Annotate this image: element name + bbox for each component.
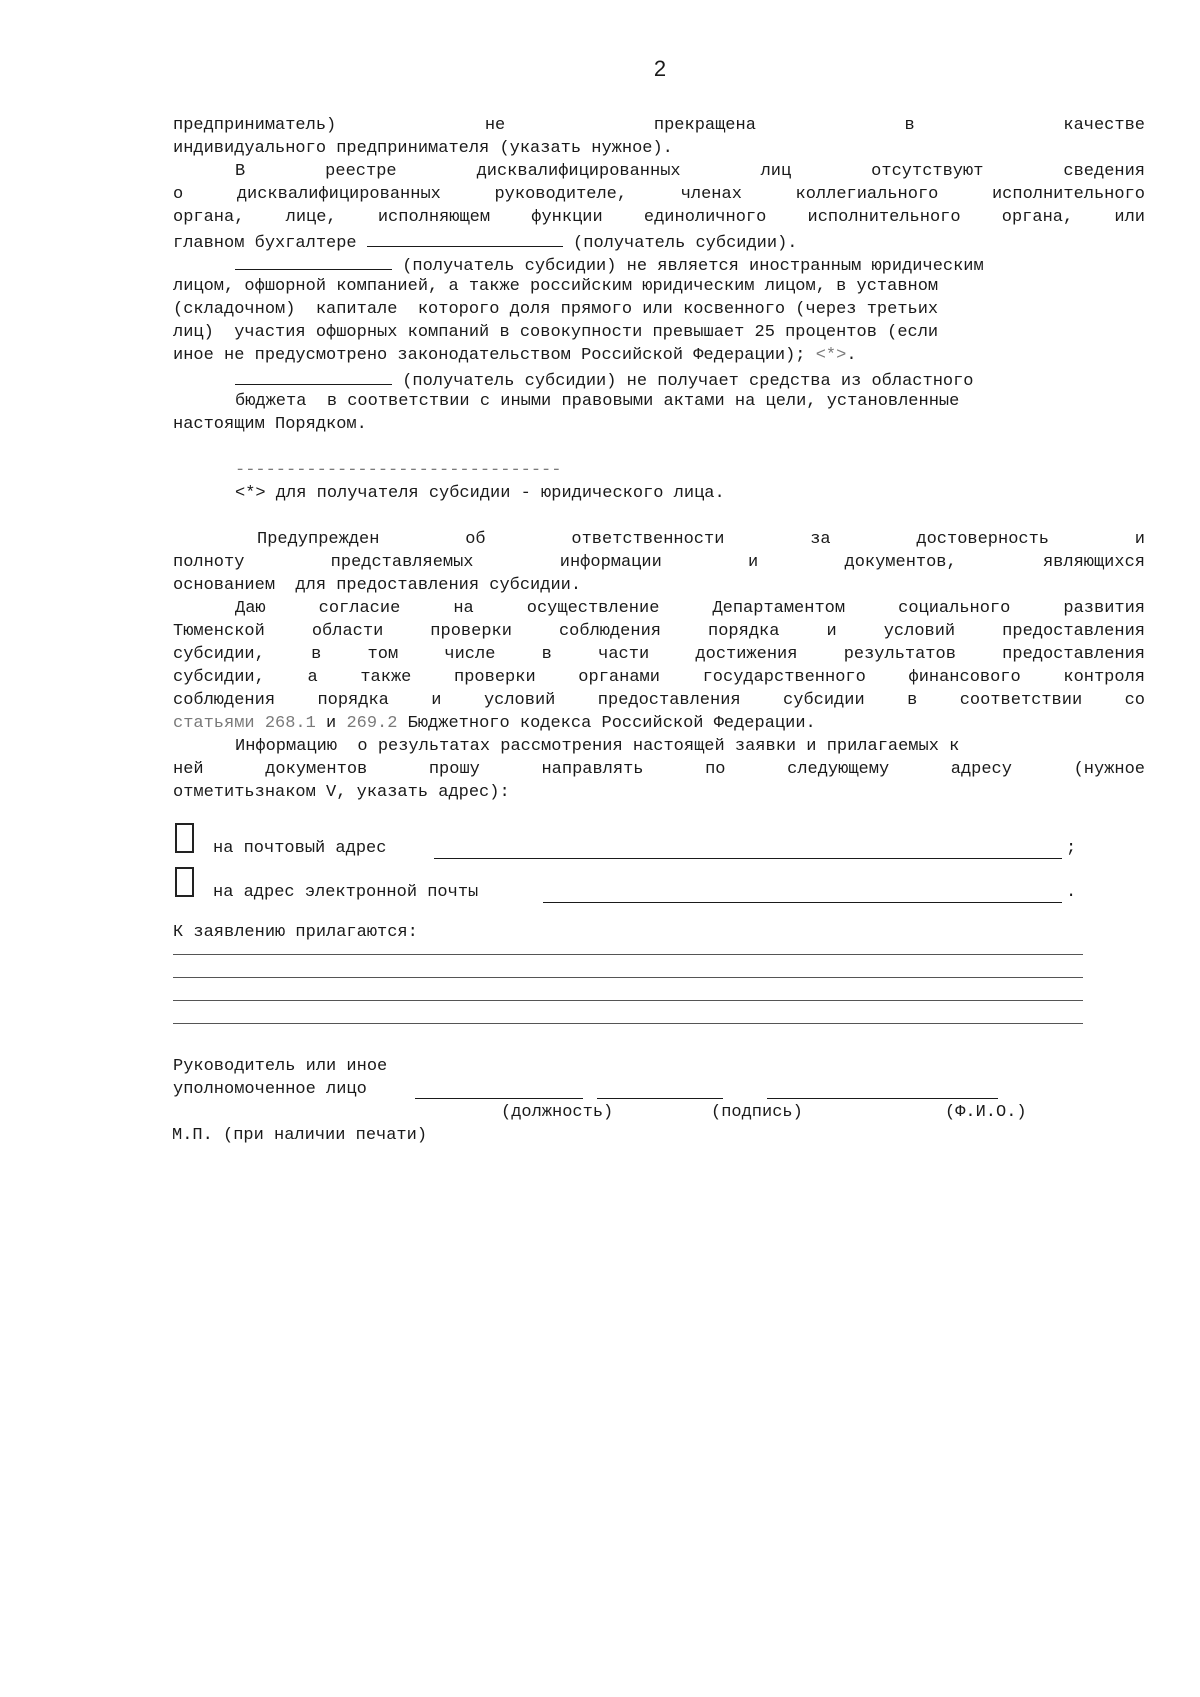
budget-line-1 [173,367,1145,390]
full-name-field[interactable] [767,1098,998,1099]
foreign-suffix: (получатель субсидии) не является иностранным юридическим [402,257,984,275]
disq-line-4 [173,229,1145,252]
warned-line-2: полноту представляемых информации и документов, являющихся [173,553,1145,572]
footnote-text: <*> для получателя субсидии - юридического лица. [235,484,725,503]
budget-line-2: бюджета в соответствии с иными правовыми актами на цели, установленные [235,392,960,411]
postal-option [173,823,1145,867]
email-option [173,867,1145,911]
info-line-2: ней документов прошу направлять по следующему адресу (нужное [173,760,1145,779]
info-line-1: Информацию о результатах рассмотрения настоящей заявки и прилагаемых к [235,737,960,756]
foreign-line-1 [173,252,1145,275]
attachment-line-4[interactable] [173,1001,1083,1024]
consent-line-3: субсидии, в том числе в части достижения результатов предоставления [173,645,1145,664]
consent-line-2: Тюменской области проверки соблюдения порядка и условий предоставления [173,622,1145,641]
consent-rest: Бюджетного кодекса Российской Федерации. [397,714,816,733]
postal-address-field[interactable] [434,858,1062,859]
disq-line-1: В реестре дисквалифицированных лиц отсутствуют сведения [235,162,1145,181]
consent-line-6 [173,712,1145,735]
attachment-line-2[interactable] [173,955,1083,978]
signature-line-1: Руководитель или иное [173,1057,388,1076]
disq-line-3: органа, лице, исполняющем функции единоличного исполнительного органа, или [173,208,1145,227]
email-end: . [1066,883,1077,902]
attachment-line-3[interactable] [173,978,1083,1001]
name-caption: (Ф.И.О.) [945,1103,1027,1122]
budget-suffix: (получатель субсидии) не получает средства из областного [402,372,974,390]
budget-code-link-268[interactable]: статьями 268.1 [173,714,316,733]
warned-line-1: Предупрежден об ответственности за достоверность и [257,530,1145,549]
foreign-line-5 [173,344,1145,367]
position-field[interactable] [415,1098,583,1099]
seal-note: М.П. (при наличии печати) [172,1126,428,1145]
document-body [173,114,1145,1147]
position-caption: (должность) [501,1103,614,1122]
footnote-separator: -------------------------------- [235,461,562,480]
page-number: 2 [653,56,667,81]
budget-code-link-269[interactable]: 269.2 [346,714,398,733]
consent-and: и [315,714,347,733]
foreign-line-4: лиц) участия офшорных компаний в совокупности превышает 25 процентов (если [173,323,939,342]
info-line-3: отметитьзнаком V, указать адрес): [173,783,510,802]
foreign-line-2: лицом, офшорной компанией, а также российским юридическим лицом, в уставном [173,277,939,296]
signature-field[interactable] [597,1098,723,1099]
signature-line-2 [173,1078,1145,1101]
recipient-blank[interactable] [367,229,563,247]
email-label: на адрес электронной почты [213,883,479,902]
disq-line-2: о дисквалифицированных руководителе, членах коллегиального исполнительного [173,185,1145,204]
foreign-line-5-end: . [846,346,857,365]
warned-line-3: основанием для предоставления субсидии. [173,576,582,595]
signature-captions [173,1101,1145,1124]
attachment-line-1[interactable] [173,944,1083,955]
foreign-line-3: (складочном) капитале которого доля прямого или косвенного (через третьих [173,300,939,319]
attachments-label: К заявлению прилагаются: [173,923,418,942]
status-line-2: индивидуального предпринимателя (указать нужное). [173,139,673,158]
disq-suffix: (получатель субсидии). [573,234,798,252]
budget-line-3: настоящим Порядком. [173,415,367,434]
signature-role: уполномоченное лицо [173,1080,367,1099]
consent-line-5: соблюдения порядка и условий предоставления субсидии в соответствии со [173,691,1145,710]
postal-end: ; [1066,839,1077,858]
status-line-1: предприниматель) не прекращена в качестве [173,116,1145,135]
sign-caption: (подпись) [711,1103,803,1122]
postal-checkbox[interactable] [175,823,194,853]
recipient-blank[interactable] [235,252,392,270]
email-checkbox[interactable] [175,867,194,897]
consent-line-4: субсидии, а также проверки органами государственного финансового контроля [173,668,1145,687]
consent-line-1: Даю согласие на осуществление Департаментом социального развития [235,599,1145,618]
postal-label: на почтовый адрес [213,839,387,858]
footnote-ref-link[interactable]: <*> [815,346,847,365]
foreign-line-5-text: иное не предусмотрено законодательством Российской Федерации); [173,346,816,365]
email-address-field[interactable] [543,902,1062,903]
disq-prefix: главном бухгалтере [173,234,357,252]
recipient-blank[interactable] [235,367,392,385]
